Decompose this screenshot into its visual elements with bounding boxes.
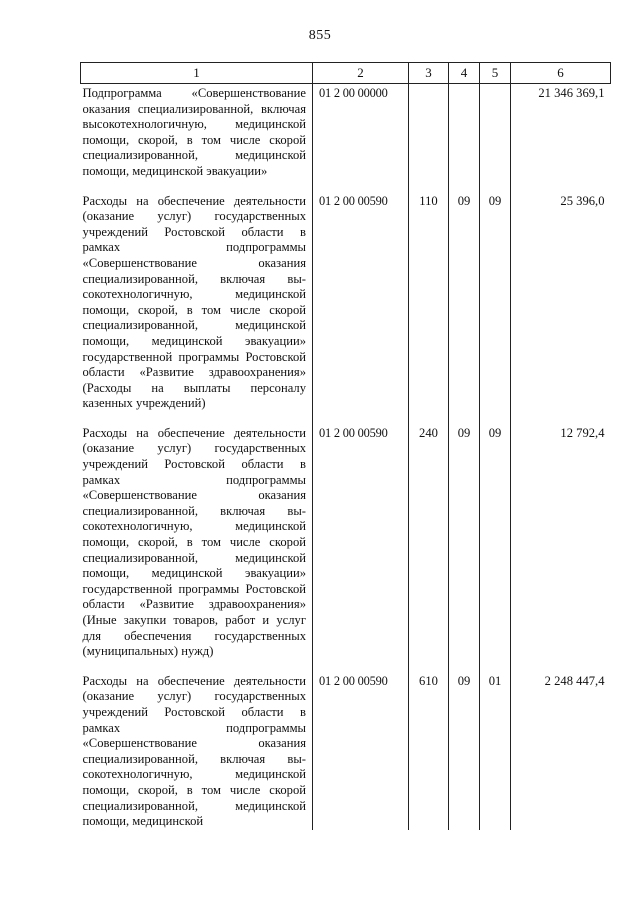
row-pr xyxy=(480,84,511,194)
row-code: 01 2 00 00590 xyxy=(313,194,409,426)
row-code: 01 2 00 00590 xyxy=(313,674,409,830)
header-row xyxy=(81,63,611,84)
row-sum: 25 396,0 xyxy=(560,193,605,208)
row-pr: 09 xyxy=(480,426,511,674)
table-header xyxy=(81,63,611,84)
row-rz: 09 xyxy=(449,674,480,830)
header-col-rz: 4 xyxy=(449,63,480,84)
table-body xyxy=(81,84,611,830)
row-vr: 610 xyxy=(409,674,449,830)
header-col-vr: 3 xyxy=(409,63,449,84)
page-number: 855 xyxy=(308,28,332,43)
row-name: Расходы на обеспечение деятельности (оказание услуг) государственных учреждений Ростовской области в рамках подпрограммы «Совершенствование оказания специализированной, включая высокотехнологичную, медицинской помощи, скорой, в том числе скорой специализированной, медицинской помощи, медицинской эвакуации» государственной программы Ростовской области «Развитие здравоохранения» (Иные закупки товаров, работ и услуг для обеспечения государственных (муниципальных) нужд) xyxy=(81,426,313,674)
row-name: Расходы на обеспечение деятельности (оказание услуг) государственных учреждений Ростовской области в рамках подпрограммы «Совершенствование оказания специализированной, включая высокотехнологичную, медицинской помощи, скорой, в том числе скорой специализированной, медицинской помощи, медицинской эвакуации» государственной программы Ростовской области «Развитие здравоохранения» (Расходы на выплаты персоналу казенных учреждений) xyxy=(81,194,313,426)
header-col-sum: 6 xyxy=(511,63,611,84)
row-code: 01 2 00 00590 xyxy=(313,426,409,674)
row-rz xyxy=(449,84,480,194)
row-name: Подпрограмма «Совершенствование оказания специализированной, включая высокотехнологичную, медицинской помощи, скорой, в том числе скорой специализированной, медицинской помощи, медицинской эвакуации» xyxy=(81,84,313,194)
row-rz: 09 xyxy=(449,426,480,674)
row-vr: 240 xyxy=(409,426,449,674)
row-sum: 12 792,4 xyxy=(560,425,605,440)
row-rz: 09 xyxy=(449,194,480,426)
row-pr: 09 xyxy=(480,194,511,426)
header-col-name: 1 xyxy=(81,63,313,84)
row-pr: 01 xyxy=(480,674,511,830)
row-name: Расходы на обеспечение деятельности (оказание услуг) государственных учреждений Ростовской области в рамках подпрограммы «Совершенствование оказания специализированной, включая высокотехнологичную, медицинской помощи, скорой, в том числе скорой специализированной, медицинской помощи, медицинской xyxy=(81,674,313,830)
row-vr: 110 xyxy=(409,194,449,426)
table-row xyxy=(81,194,611,426)
header-col-pr: 5 xyxy=(480,63,511,84)
row-sum: 21 346 369,1 xyxy=(538,86,605,100)
row-sum: 2 248 447,4 xyxy=(544,673,605,688)
header-col-code: 2 xyxy=(313,63,409,84)
row-vr xyxy=(409,84,449,194)
row-code: 01 2 00 00000 xyxy=(313,84,409,194)
table-row xyxy=(81,84,611,194)
budget-table xyxy=(80,62,611,830)
table-row xyxy=(81,426,611,674)
table-row xyxy=(81,674,611,830)
